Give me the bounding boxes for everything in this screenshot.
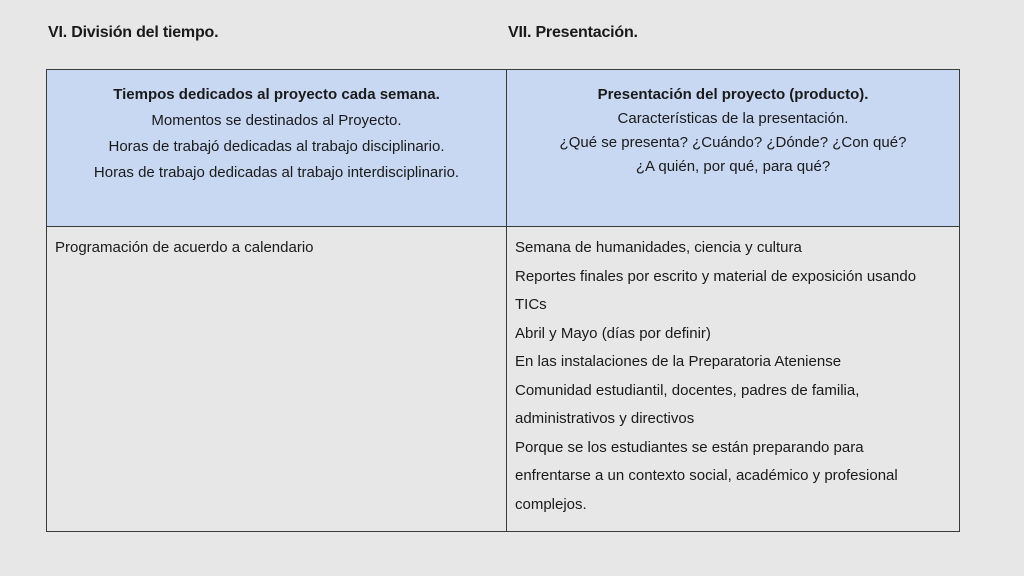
- section-heading-division-tiempo: VI. División del tiempo.: [48, 24, 219, 41]
- header-line: Horas de trabajó dedicadas al trabajo disciplinario.: [108, 138, 445, 155]
- body-line: Abril y Mayo (días por definir): [515, 324, 711, 342]
- body-line: enfrentarse a un contexto social, académico y profesional: [515, 467, 898, 484]
- body-line: En las instalaciones de la Preparatoria Ateniense: [515, 353, 842, 370]
- header-line: ¿Qué se presenta? ¿Cuándo? ¿Dónde? ¿Con qué?: [559, 134, 907, 151]
- body-line: Reportes finales por escrito y material de exposición usando: [515, 267, 917, 285]
- body-text-programacion: Programación de acuerdo a calendario: [55, 239, 314, 256]
- body-cell-programacion: [47, 227, 507, 531]
- header-line: ¿A quién, por qué, para qué?: [635, 158, 831, 175]
- header-title-presentacion: Presentación del proyecto (producto).: [597, 86, 869, 103]
- project-table: [46, 69, 960, 532]
- header-cell-tiempos: [47, 70, 507, 227]
- body-line: TICs: [515, 296, 547, 313]
- header-title-tiempos: Tiempos dedicados al proyecto cada semana.: [113, 86, 440, 103]
- header-cell-presentacion: [507, 70, 959, 227]
- header-line: Características de la presentación.: [617, 110, 849, 127]
- header-line: Momentos se destinados al Proyecto.: [151, 112, 402, 129]
- body-line: Semana de humanidades, ciencia y cultura: [515, 239, 802, 256]
- body-line: administrativos y directivos: [515, 410, 695, 427]
- body-cell-presentacion-details: [507, 227, 959, 531]
- section-heading-presentacion: VII. Presentación.: [508, 24, 638, 41]
- body-line: Comunidad estudiantil, docentes, padres de familia,: [515, 381, 860, 399]
- body-line: complejos.: [515, 495, 587, 513]
- body-line: Porque se los estudiantes se están preparando para: [515, 438, 864, 456]
- header-line: Horas de trabajo dedicadas al trabajo interdisciplinario.: [93, 164, 460, 181]
